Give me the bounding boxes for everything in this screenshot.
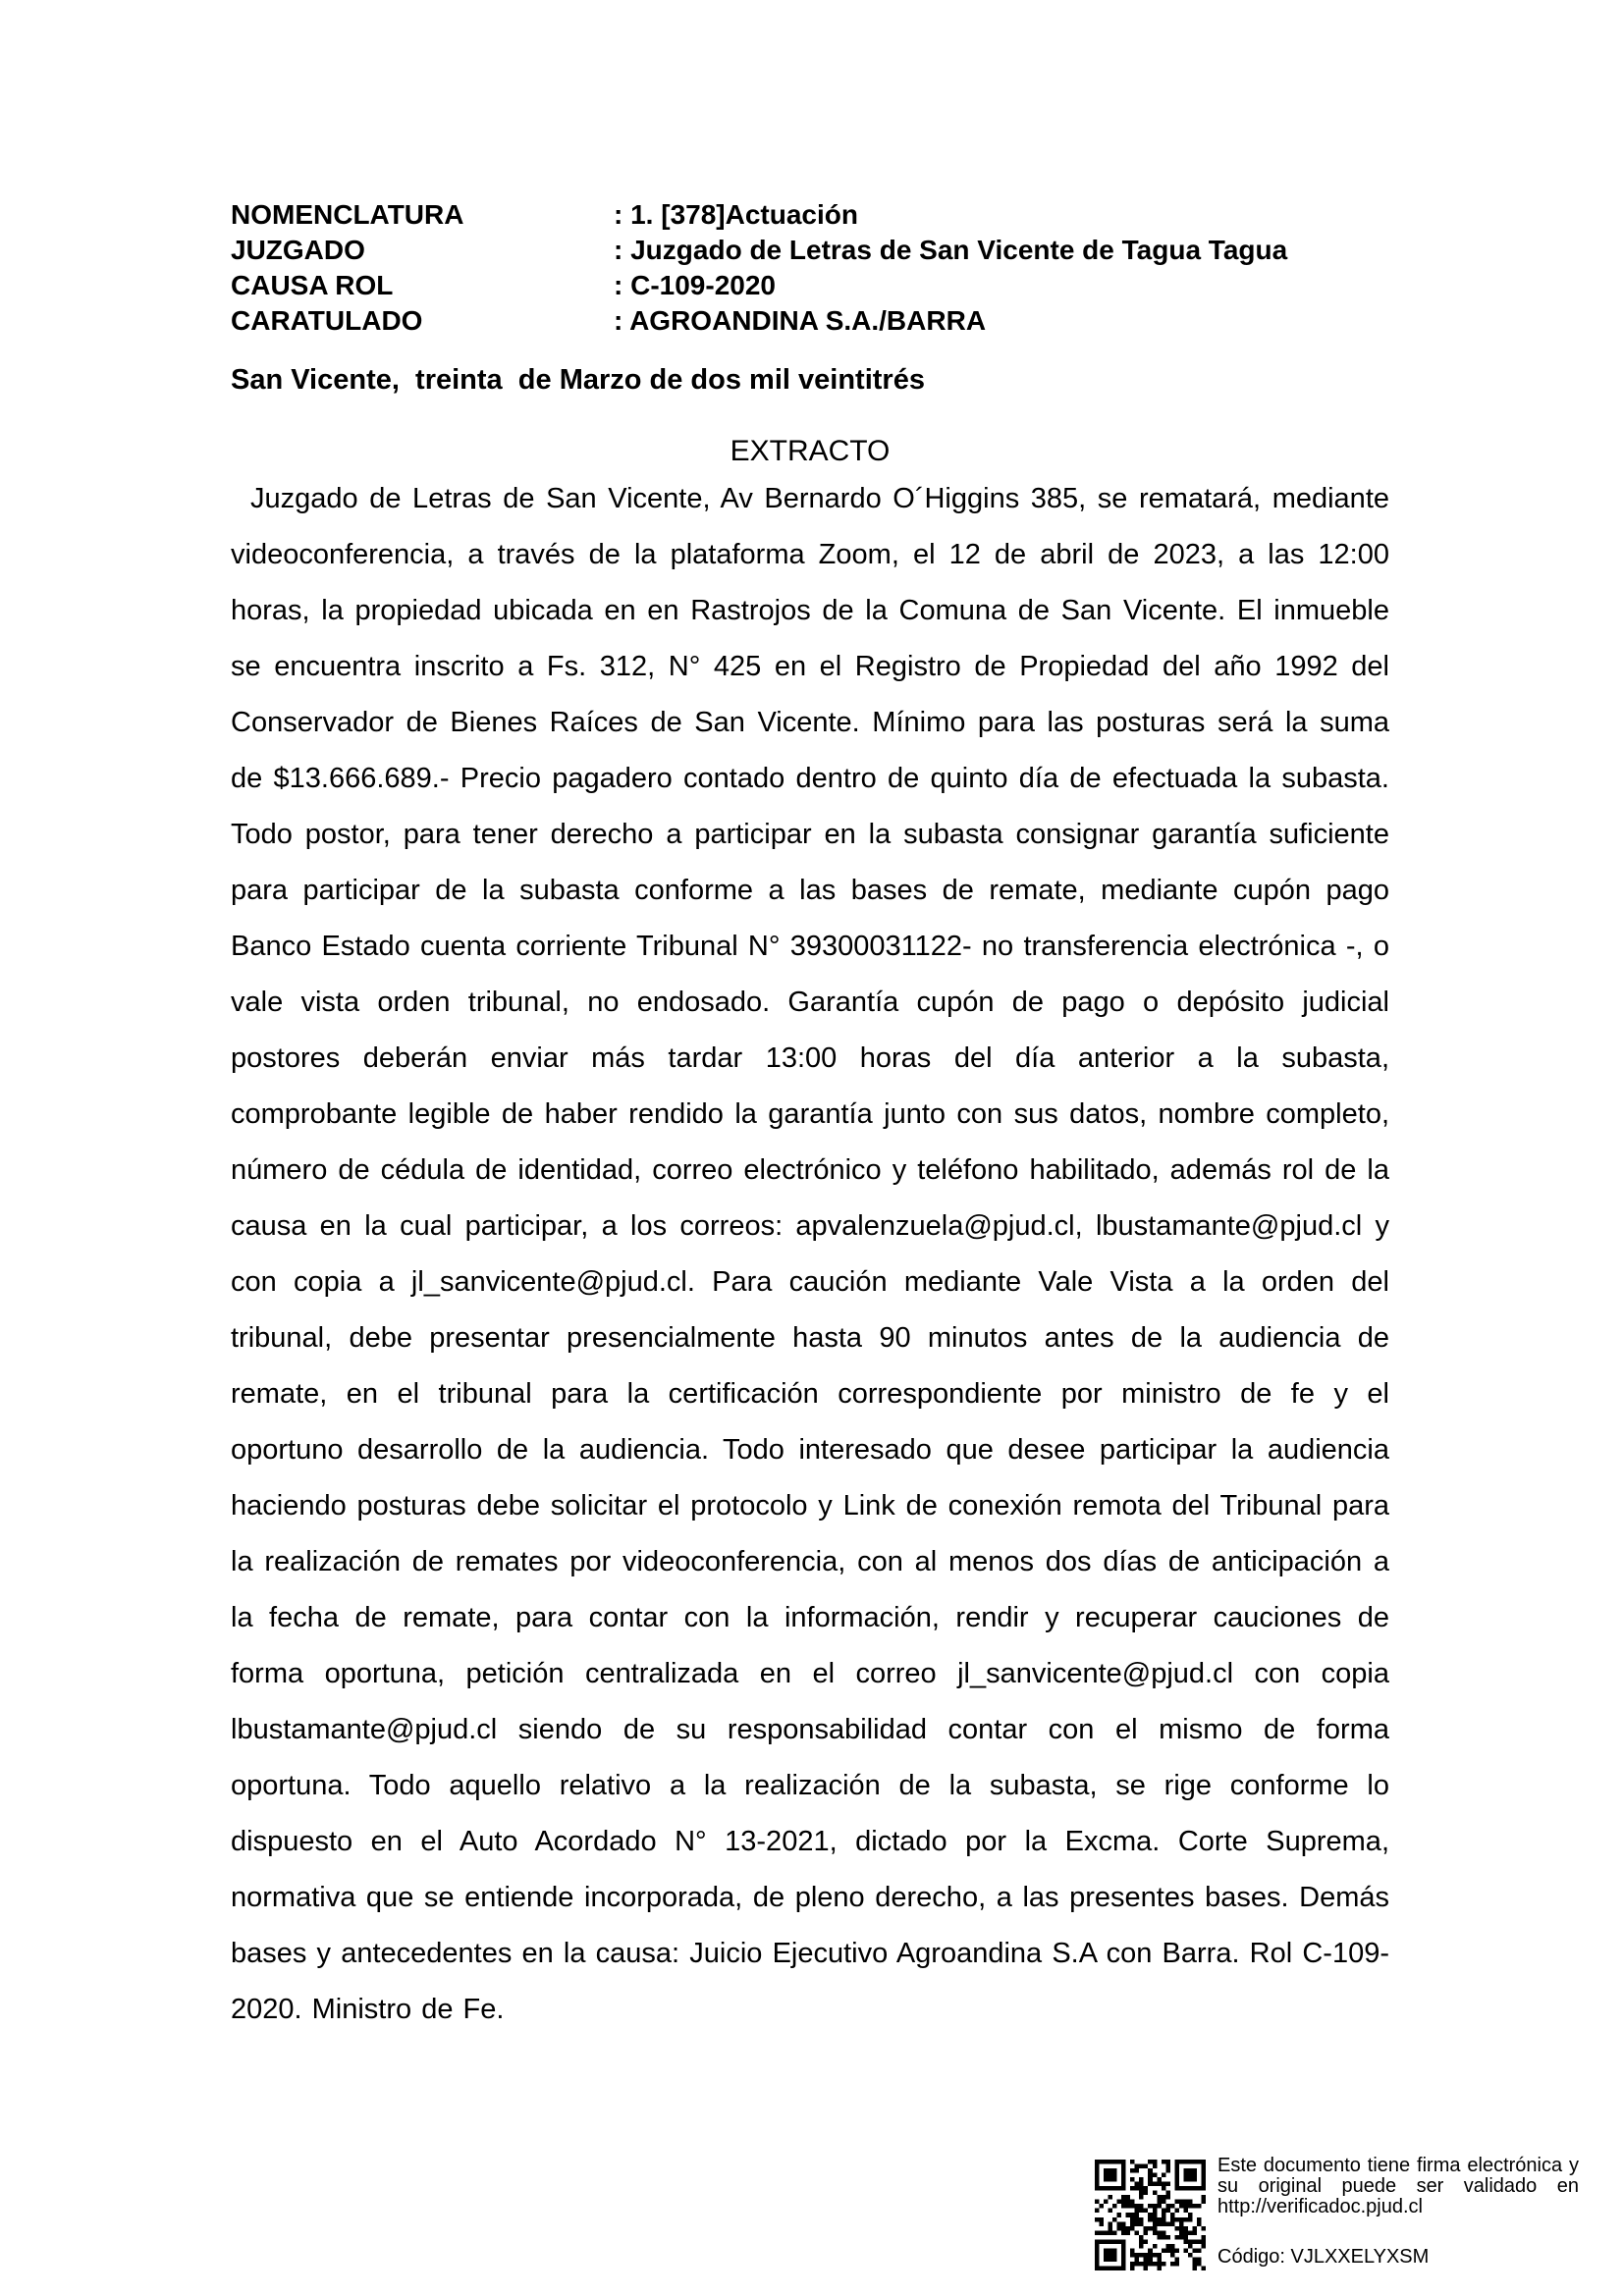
verification-code-value: VJLXXELYXSM [1290,2246,1430,2268]
header-separator: : [614,305,623,336]
body-text: Juzgado de Letras de San Vicente, Av Bernardo O´Higgins 385, se rematará, mediante videoconferencia, a través de la plataforma Zoom, el 12 de abril de 2023, a las 12:00 horas, la propiedad ubicada en en Rastrojos de la Comuna de San Vicente. El inmueble se encuentra inscrito a Fs. 312, N° 425 en el Registro de Propiedad del año 1992 del Conservador de Bienes Raíces de San Vicente. Mínimo para las posturas será la suma de $13.666.689.- Precio pagadero contado dentro de quinto día de efectuada la subasta. Todo postor, para tener derecho a participar en la subasta consignar garantía suficiente para participar de la subasta conforme a las bases de remate, mediante cupón pago Banco Estado cuenta corriente Tribunal N° 39300031122- no transferencia electrónica -, o vale vista orden tribunal, no endosado. Garantía cupón de pago o depósito judicial postores deberán enviar más tardar 13:00 horas del día anterior a la subasta, comprobante legible de haber rendido la garantía junto con sus datos, nombre completo, número de cédula de identidad, correo electrónico y teléfono habilitado, además rol de la causa en la cual participar, a los correos: apvalenzuela@pjud.cl, lbustamante@pjud.cl y con copia a jl_sanvicente@pjud.cl. Para caución mediante Vale Vista a la orden del tribunal, debe presentar presencialmente hasta 90 minutos antes de la audiencia de remate, en el tribunal para la certificación correspondiente por ministro de fe y el oportuno desarrollo de la audiencia. Todo interesado que desee participar la audiencia haciendo posturas debe solicitar el protocolo y Link de conexión remota del Tribunal para la realización de remates por videoconferencia, con al menos dos días de anticipación a la fecha de remate, para contar con la información, rendir y recuperar cauciones de forma oportuna, petición centralizada en el correo jl_sanvicente@pjud.cl con copia lbustamante@pjud.cl siendo de su responsabilidad contar con el mismo de forma oportuna. Todo aquello relativo a la realización de la subasta, se rige conforme lo dispuesto en el Auto Acordado N° 13-2021, dictado por la Excma. Corte Suprema, normativa que se entiende incorporada, de pleno derecho, a las presentes bases. Demás bases y antecedentes en la causa: Juicio Ejecutivo Agroandina S.A con Barra. Rol C-109-2020. Ministro de Fe. [231,483,1389,2025]
header-value: Juzgado de Letras de San Vicente de Tagua Tagua [630,235,1288,265]
header-value: C-109-2020 [630,270,776,300]
header-value: AGROANDINA S.A./BARRA [629,305,987,336]
header-separator: : [614,235,623,265]
section-title: EXTRACTO [730,435,891,467]
header-separator: : [614,270,623,300]
header-row-nomenclatura [231,197,1287,233]
header-label: CAUSA ROL [231,270,394,300]
header-row-juzgado [231,233,1287,268]
verification-code-label: Código: [1217,2246,1285,2268]
header-separator: : [614,199,623,230]
case-header [231,197,1287,339]
header-row-caratulado [231,303,1287,339]
header-label: JUZGADO [231,235,365,265]
header-label: CARATULADO [231,305,423,336]
date-line: San Vicente, treinta de Marzo de dos mil veintitrés [231,364,925,396]
signature-note: Este documento tiene firma electrónica y su original puede ser validado en http://verificadoc.pjud.cl [1217,2155,1579,2217]
header-row-causa-rol [231,268,1287,303]
header-label: NOMENCLATURA [231,199,464,230]
qr-code-icon [1095,2160,1206,2270]
verification-code [1217,2246,1429,2269]
header-value: 1. [378]Actuación [630,199,858,230]
